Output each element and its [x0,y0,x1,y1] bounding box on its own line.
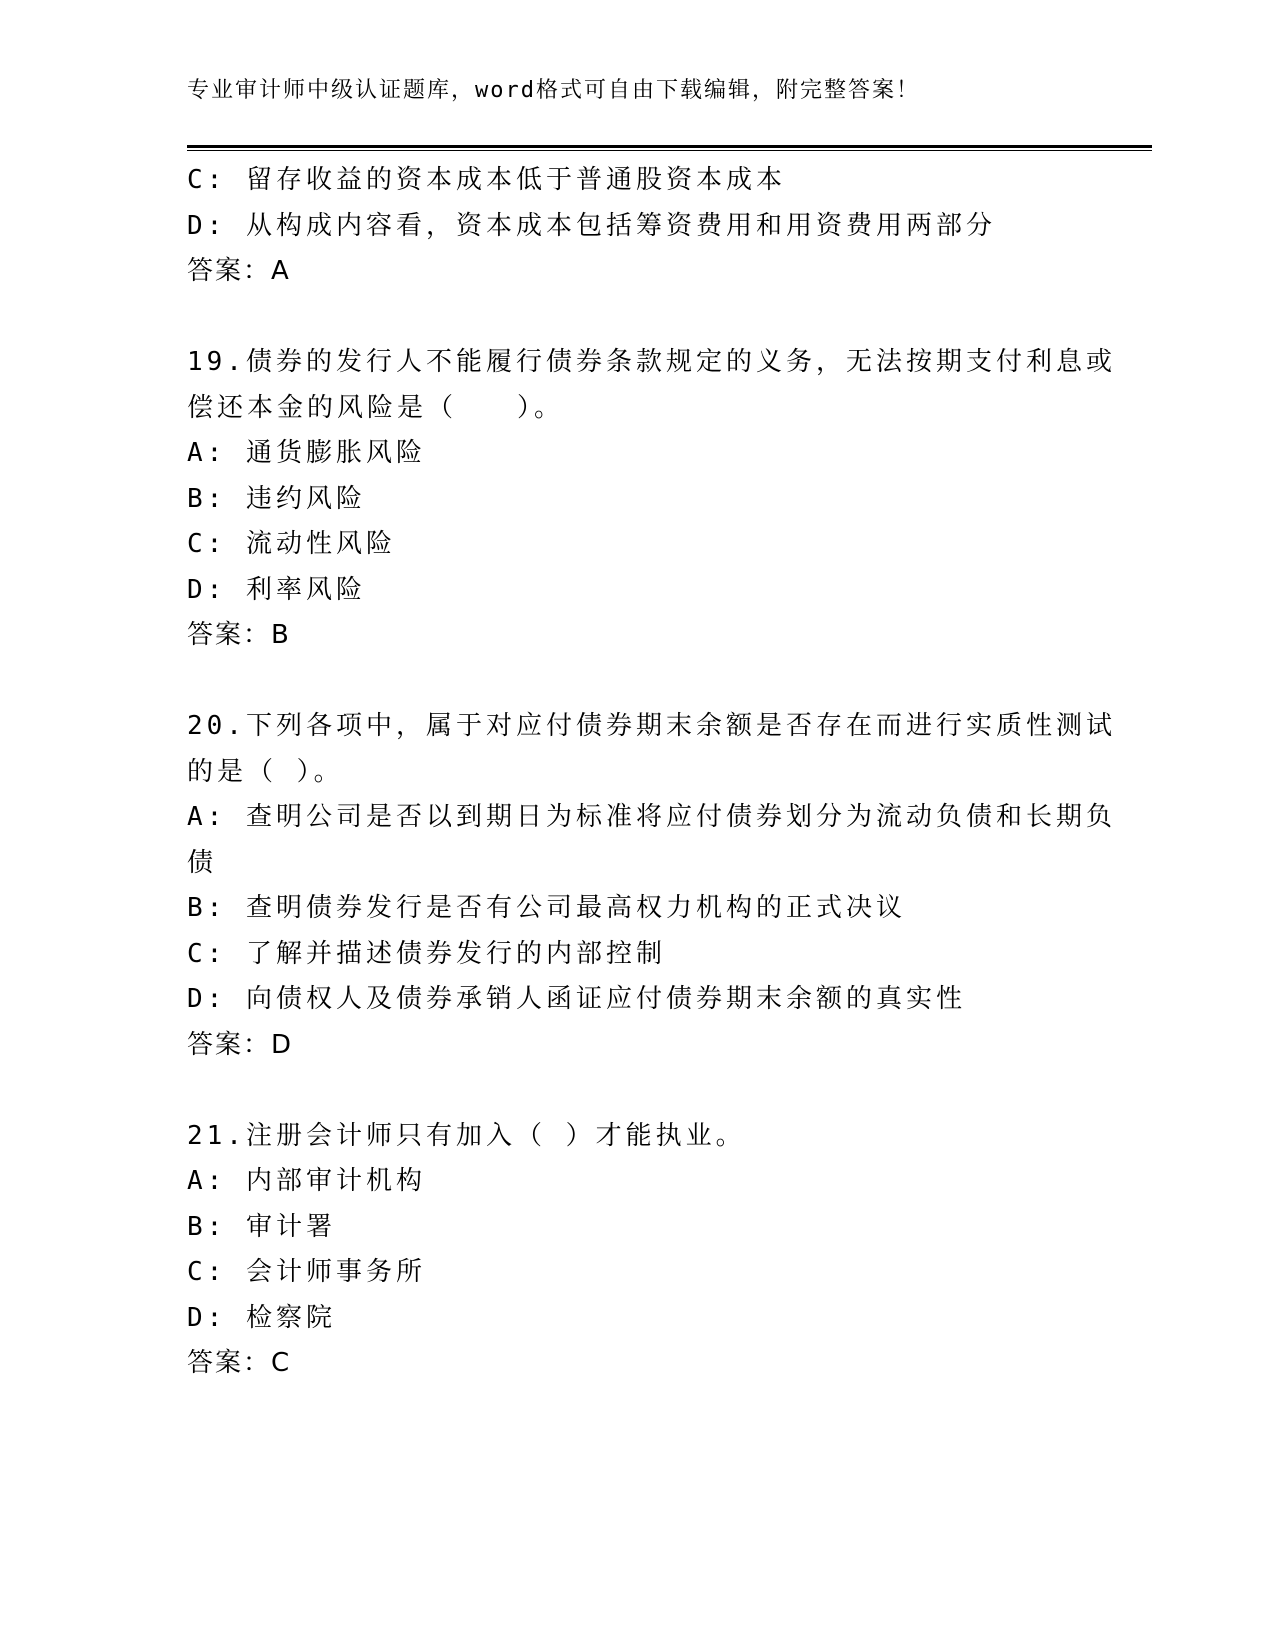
question-content [187,158,1116,1387]
question-stem: 21.注册会计师只有加入（ ）才能执业。 [187,1120,746,1151]
option-b: B: 查明债券发行是否有公司最高权力机构的正式决议 [187,893,906,923]
option-c: C: 流动性风险 [187,529,396,559]
option-a-continued: 债 [187,847,218,878]
option-d: D: 向债权人及债券承销人函证应付债券期末余额的真实性 [187,984,966,1014]
question-stem: 的是（ ）。 [187,756,344,787]
question-stem: 20.下列各项中，属于对应付债券期末余额是否存在而进行实质性测试 [187,711,1116,741]
answer-line: 答案：D [187,1029,294,1060]
option-c: C: 留存收益的资本成本低于普通股资本成本 [187,165,786,195]
option-c: C: 了解并描述债券发行的内部控制 [187,938,666,969]
answer-line: 答案：A [187,256,291,286]
question-stem: 偿还本金的风险是（ ）。 [187,392,565,423]
question-stem: 19.债券的发行人不能履行债券条款规定的义务，无法按期支付利息或 [187,347,1116,377]
option-b: B: 违约风险 [187,483,366,514]
answer-line: 答案：B [187,620,291,650]
option-c: C: 会计师事务所 [187,1257,426,1287]
option-d: D: 利率风险 [187,574,366,605]
option-d: D: 检察院 [187,1302,336,1333]
spacer [187,295,1087,341]
option-a: A: 通货膨胀风险 [187,438,426,468]
answer-line: 答案：C [187,1348,292,1378]
option-a: A: 内部审计机构 [187,1166,426,1196]
header-rule-thick [187,145,1152,148]
header-rule-thin [187,150,1152,151]
spacer [187,659,1087,705]
spacer [187,1068,1087,1114]
option-d: D: 从构成内容看，资本成本包括筹资费用和用资费用两部分 [187,210,996,241]
page-header: 专业审计师中级认证题库，word格式可自由下载编辑，附完整答案！ [187,78,920,103]
option-b: B: 审计署 [187,1211,336,1242]
option-a: A: 查明公司是否以到期日为标准将应付债券划分为流动负债和长期负 [187,802,1116,832]
